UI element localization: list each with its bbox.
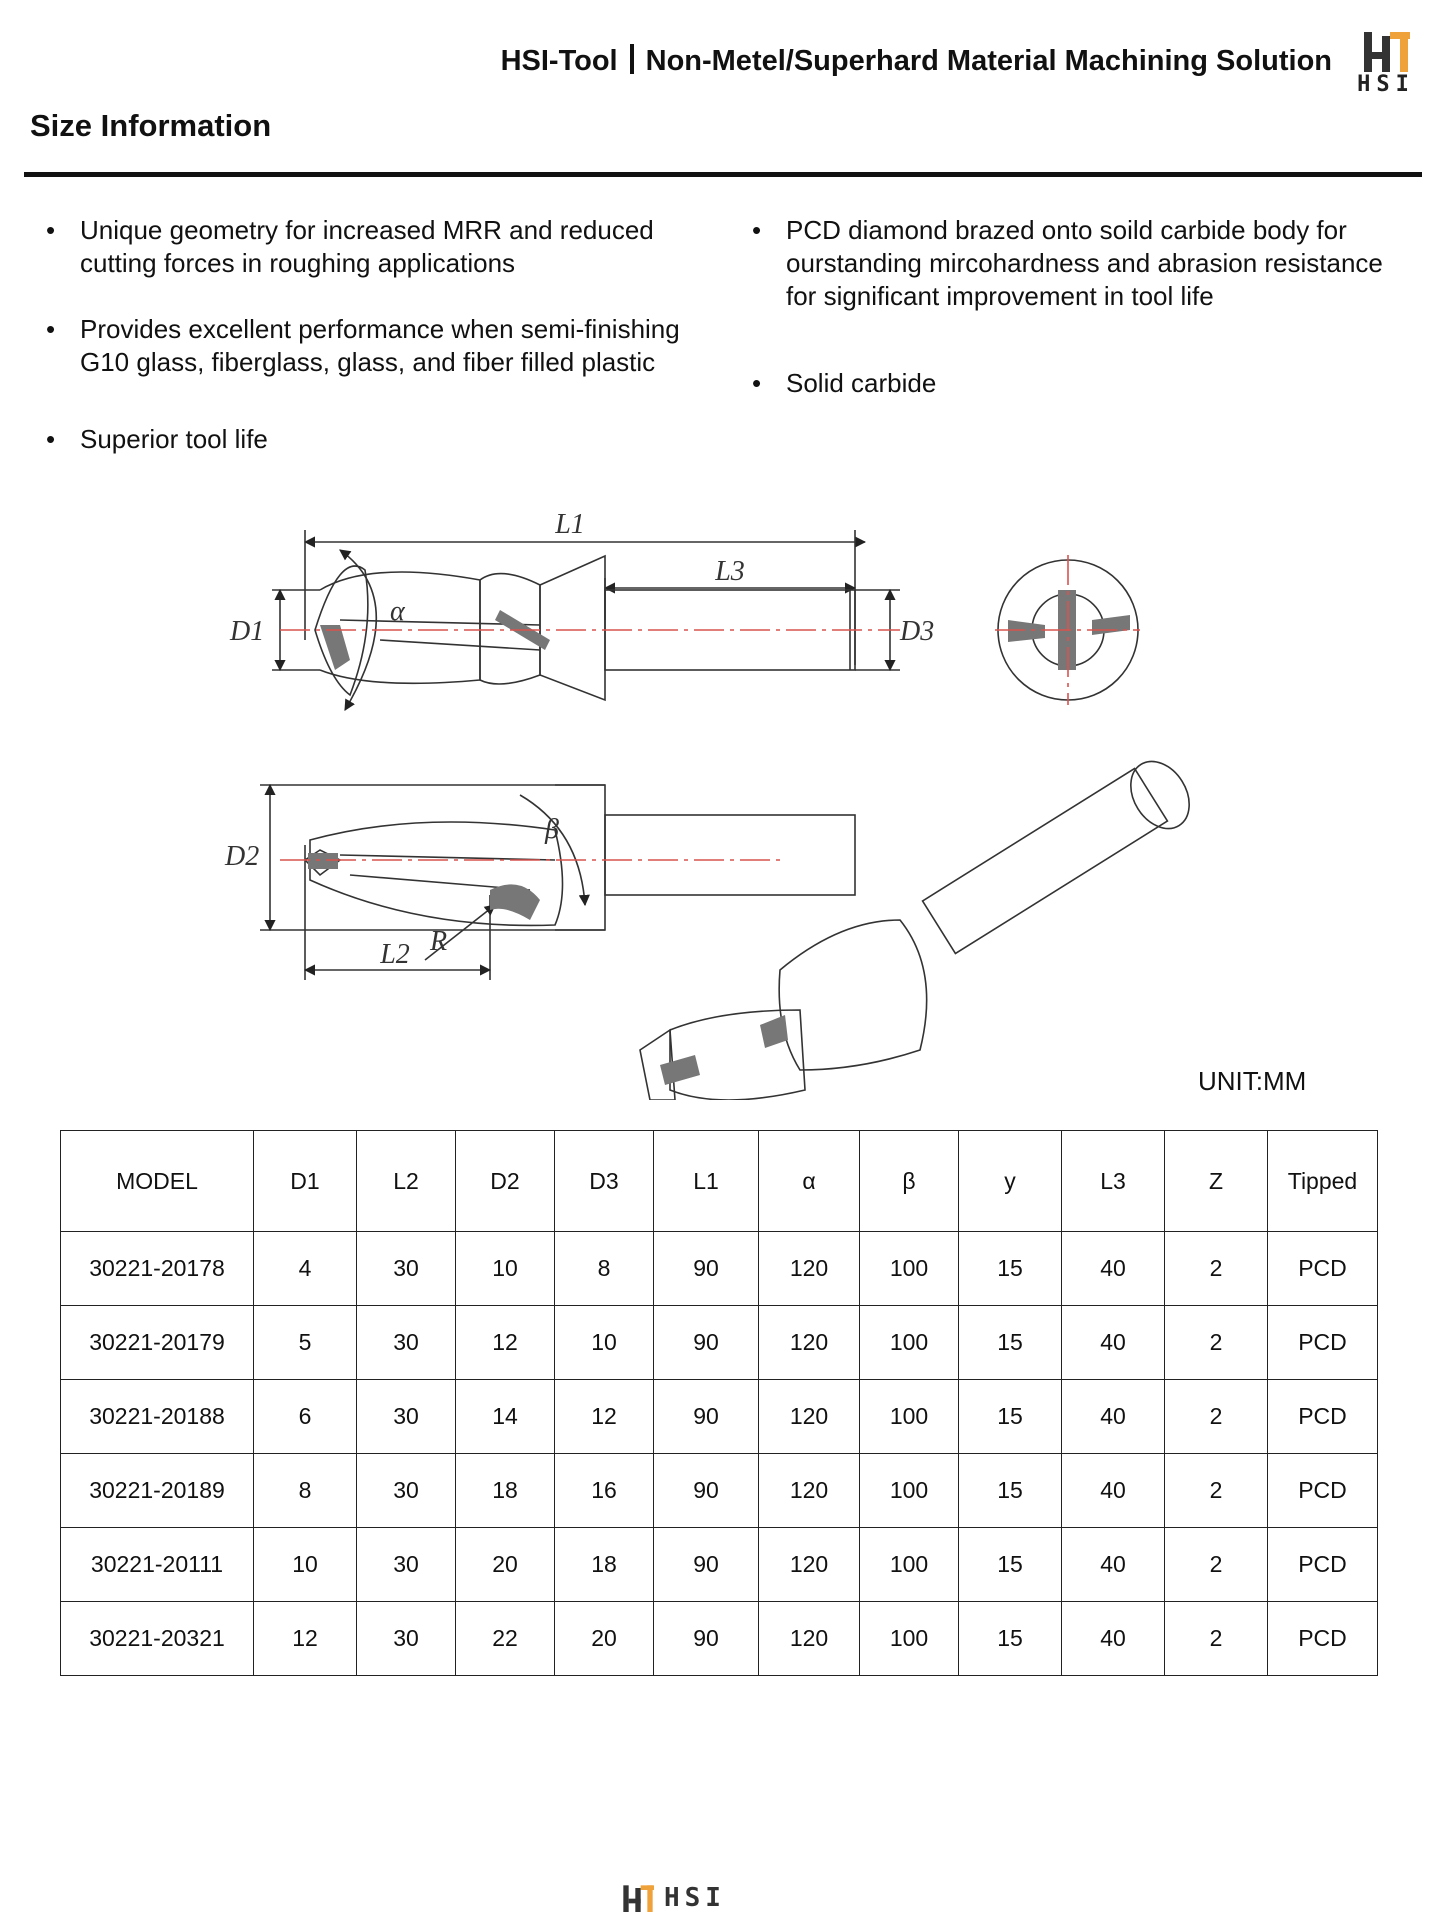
table-cell: 2	[1165, 1454, 1268, 1528]
table-cell: 100	[860, 1454, 959, 1528]
table-cell: PCD	[1268, 1528, 1378, 1602]
table-cell: 30221-20188	[61, 1380, 254, 1454]
table-cell: 30	[357, 1602, 456, 1676]
table-header-row	[61, 1131, 1378, 1232]
label-l2: L2	[380, 939, 410, 970]
feature-list-right	[736, 214, 1416, 400]
table-cell: 20	[456, 1528, 555, 1602]
table-cell: 40	[1062, 1602, 1165, 1676]
header-separator	[630, 44, 634, 74]
table-cell: 30	[357, 1454, 456, 1528]
table-row	[61, 1380, 1378, 1454]
table-cell: 15	[959, 1602, 1062, 1676]
table-cell: 90	[654, 1602, 759, 1676]
table-row	[61, 1528, 1378, 1602]
table-cell: 90	[654, 1306, 759, 1380]
table-cell: 22	[456, 1602, 555, 1676]
logo-text: HSI	[1357, 72, 1415, 97]
table-cell: 120	[759, 1528, 860, 1602]
table-cell: 30221-20178	[61, 1232, 254, 1306]
table-cell: 120	[759, 1602, 860, 1676]
label-d1: D1	[230, 616, 265, 647]
table-cell: PCD	[1268, 1306, 1378, 1380]
feature-text: Provides excellent performance when semi-finishing G10 glass, fiberglass, glass, and fiber filled plastic	[80, 314, 680, 377]
column-header: Tipped	[1268, 1131, 1378, 1232]
table-cell: 18	[456, 1454, 555, 1528]
table-row	[61, 1602, 1378, 1676]
table-cell: 90	[654, 1528, 759, 1602]
feature-item	[30, 313, 720, 379]
table-cell: 30	[357, 1232, 456, 1306]
table-cell: 15	[959, 1454, 1062, 1528]
table-cell: 4	[254, 1232, 357, 1306]
table-cell: 30221-20189	[61, 1454, 254, 1528]
feature-list-left	[30, 214, 720, 456]
table-cell: 12	[555, 1380, 654, 1454]
column-header: y	[959, 1131, 1062, 1232]
column-header: α	[759, 1131, 860, 1232]
label-beta: β	[545, 814, 559, 845]
feature-text: Unique geometry for increased MRR and reduced cutting forces in roughing applications	[80, 215, 654, 278]
table-cell: 16	[555, 1454, 654, 1528]
table-cell: 120	[759, 1454, 860, 1528]
header-subtitle: Non-Metel/Superhard Material Machining Solution	[645, 45, 1332, 77]
hsi-logo	[1356, 28, 1416, 97]
table-cell: 10	[456, 1232, 555, 1306]
column-header: L2	[357, 1131, 456, 1232]
table-cell: 2	[1165, 1602, 1268, 1676]
title-divider	[24, 172, 1422, 177]
table-cell: 100	[860, 1380, 959, 1454]
column-header: D1	[254, 1131, 357, 1232]
column-header: D2	[456, 1131, 555, 1232]
table-cell: 10	[555, 1306, 654, 1380]
tool-dimension-diagram	[200, 450, 1240, 1100]
table-cell: 40	[1062, 1232, 1165, 1306]
table-cell: PCD	[1268, 1454, 1378, 1528]
table-cell: 40	[1062, 1528, 1165, 1602]
table-cell: 15	[959, 1306, 1062, 1380]
table-cell: 14	[456, 1380, 555, 1454]
column-header: β	[860, 1131, 959, 1232]
feature-text: Superior tool life	[80, 424, 268, 454]
table-cell: 12	[254, 1602, 357, 1676]
table-cell: 20	[555, 1602, 654, 1676]
bullet-icon: •	[46, 424, 56, 454]
feature-text: PCD diamond brazed onto soild carbide body for ourstanding mircohardness and abrasion resistance for significant improvement in tool life	[786, 215, 1383, 311]
column-header: Z	[1165, 1131, 1268, 1232]
table-cell: 15	[959, 1232, 1062, 1306]
table-row	[61, 1232, 1378, 1306]
table-cell: 120	[759, 1306, 860, 1380]
table-cell: 120	[759, 1380, 860, 1454]
feature-item	[30, 214, 720, 280]
table-cell: 30	[357, 1528, 456, 1602]
footer-logo-text: HSI	[664, 1883, 726, 1913]
table-cell: 100	[860, 1232, 959, 1306]
table-cell: 100	[860, 1602, 959, 1676]
table-cell: 40	[1062, 1454, 1165, 1528]
hsi-logo-icon	[618, 1881, 658, 1915]
table-cell: 30	[357, 1380, 456, 1454]
table-cell: 5	[254, 1306, 357, 1380]
brand-name: HSI-Tool	[500, 45, 618, 77]
feature-text: Solid carbide	[786, 368, 937, 398]
table-row	[61, 1454, 1378, 1528]
table-cell: 15	[959, 1528, 1062, 1602]
label-l1: L1	[555, 509, 585, 540]
label-l3: L3	[715, 556, 745, 587]
table-cell: 30	[357, 1306, 456, 1380]
table-cell: 90	[654, 1454, 759, 1528]
table-cell: 120	[759, 1232, 860, 1306]
header-title	[501, 44, 1332, 78]
column-header: MODEL	[61, 1131, 254, 1232]
table-cell: PCD	[1268, 1232, 1378, 1306]
label-r: R	[430, 926, 448, 957]
table-cell: 2	[1165, 1306, 1268, 1380]
hsi-logo-icon	[1356, 28, 1416, 74]
feature-item	[736, 214, 1416, 313]
footer-logo	[618, 1880, 726, 1916]
table-cell: 90	[654, 1232, 759, 1306]
bullet-icon: •	[46, 215, 56, 245]
table-cell: 8	[254, 1454, 357, 1528]
table-cell: 8	[555, 1232, 654, 1306]
table-cell: 12	[456, 1306, 555, 1380]
table-cell: 6	[254, 1380, 357, 1454]
feature-item	[736, 367, 1416, 400]
table-cell: 100	[860, 1306, 959, 1380]
table-cell: 15	[959, 1380, 1062, 1454]
column-header: L1	[654, 1131, 759, 1232]
unit-label: UNIT:MM	[1198, 1066, 1307, 1096]
spec-table	[60, 1130, 1378, 1676]
table-cell: 2	[1165, 1380, 1268, 1454]
table-cell: 30221-20321	[61, 1602, 254, 1676]
label-alpha: α	[390, 596, 405, 627]
column-header: D3	[555, 1131, 654, 1232]
section-title: Size Information	[30, 108, 272, 143]
table-cell: 30221-20111	[61, 1528, 254, 1602]
table-cell: 18	[555, 1528, 654, 1602]
table-cell: PCD	[1268, 1602, 1378, 1676]
table-cell: 10	[254, 1528, 357, 1602]
table-cell: 40	[1062, 1306, 1165, 1380]
table-cell: 40	[1062, 1380, 1165, 1454]
table-cell: 2	[1165, 1232, 1268, 1306]
bullet-icon: •	[752, 215, 762, 245]
bullet-icon: •	[46, 314, 56, 344]
table-cell: PCD	[1268, 1380, 1378, 1454]
table-cell: 2	[1165, 1528, 1268, 1602]
bullet-icon: •	[752, 368, 762, 398]
label-d3: D3	[900, 616, 935, 647]
column-header: L3	[1062, 1131, 1165, 1232]
table-cell: 90	[654, 1380, 759, 1454]
table-row	[61, 1306, 1378, 1380]
table-cell: 30221-20179	[61, 1306, 254, 1380]
table-cell: 100	[860, 1528, 959, 1602]
label-d2: D2	[225, 841, 260, 872]
